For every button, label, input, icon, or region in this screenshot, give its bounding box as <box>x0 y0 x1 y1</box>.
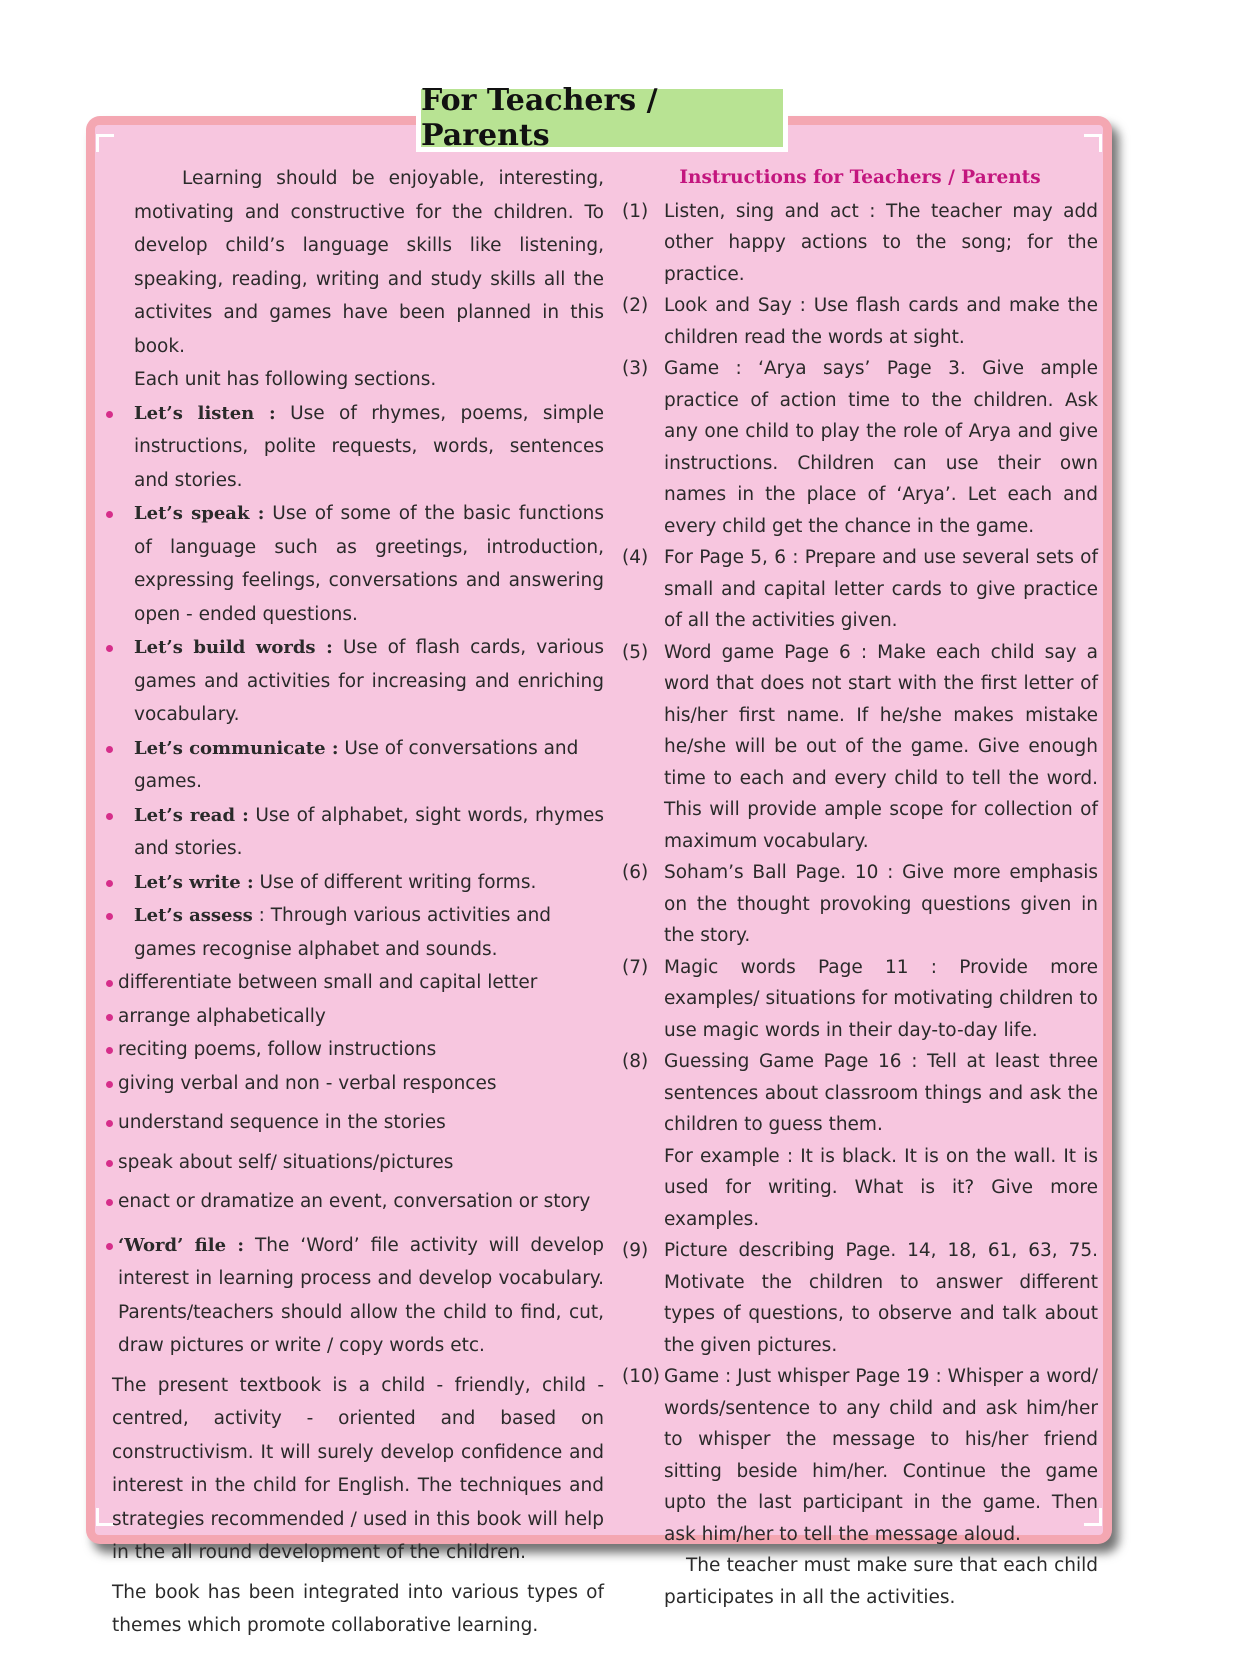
item-number: (7) <box>622 956 649 978</box>
section-label: Let’s speak : <box>134 503 265 524</box>
skill-item: reciting poems, follow instructions <box>104 1033 604 1067</box>
section-write <box>104 866 604 900</box>
item-text: Listen, sing and act : The teacher may add other happy actions to the song; for the practice. <box>664 200 1098 285</box>
section-text: Use of different writing forms. <box>253 871 537 893</box>
section-text: Use of rhymes, poems, simple instructions, polite requests, words, sentences and stories. <box>134 402 604 491</box>
instruction-item <box>622 952 1098 1047</box>
instruction-example <box>622 1141 1098 1236</box>
intro-paragraph: Learning should be enjoyable, interesting, motivating and constructive for the children. To develop child’s language skills like listening, speaking, reading, writing and study skills all the activites and games have been planned in this book. <box>134 168 604 357</box>
themes-paragraph: The book has been integrated into various types of themes which promote collaborative learning. <box>112 1581 604 1636</box>
word-file-note <box>104 1229 604 1363</box>
item-text: Game : ‘Arya says’ Page 3. Give ample practice of action time to the children. Ask any one child to play the role of Arya and give instructions. Children can use their own names in the place of ‘Arya’. Let each and every child get the chance in the game. <box>664 358 1098 537</box>
sections-intro: Each unit has following sections. <box>134 369 437 390</box>
item-number: (3) <box>622 358 649 379</box>
item-text: Soham’s Ball Page. 10 : Give more emphasis on the thought provoking questions given in the story. <box>664 862 1098 946</box>
section-text: Use of alphabet, sight words, rhymes and stories. <box>134 804 604 859</box>
skills-list <box>104 966 604 1219</box>
skill-item: giving verbal and non - verbal responces <box>104 1067 604 1101</box>
section-speak <box>104 497 604 631</box>
word-file-label: ‘Word’ file : <box>118 1234 245 1256</box>
section-label: Let’s read : <box>134 804 249 826</box>
instruction-item <box>622 353 1098 542</box>
section-label: Let’s write : <box>134 871 254 893</box>
item-number: (1) <box>622 200 649 222</box>
instruction-item <box>622 1235 1098 1361</box>
item-text: Word game Page 6 : Make each child say a word that does not start with the first letter of his/her first name. If he/she makes mistake he/she will be out of the game. Give enough time to each and every child to tell the word. This will provide ample scope for collection of maximum vocabulary. <box>664 641 1098 852</box>
instructions-heading: Instructions for Teachers / Parents <box>679 167 1041 188</box>
skill-item: speak about self/ situations/pictures <box>104 1146 604 1180</box>
textbook-paragraph: The present textbook is a child - friendly, child - centred, activity - oriented and based on constructivism. It will surely develop confidence and interest in the child for English. The techniques and strategies recommended / used in this book will help in the all round development of the children. <box>112 1374 604 1563</box>
item-text: Picture describing Page. 14, 18, 61, 63, 75. Motivate the children to answer different types of questions, to observe and talk about the given pictures. <box>664 1240 1098 1356</box>
right-column <box>622 162 1098 1613</box>
item-number: (2) <box>622 295 649 316</box>
section-assess <box>104 899 604 966</box>
section-read <box>104 799 604 866</box>
page-title: For Teachers / Parents <box>421 89 783 147</box>
instruction-item <box>622 196 1098 291</box>
instruction-item <box>622 1046 1098 1141</box>
skill-item: enact or dramatize an event, conversation or story <box>104 1185 604 1219</box>
section-label: Let’s listen : <box>134 402 276 424</box>
instruction-item <box>622 1361 1098 1550</box>
item-number: (10) <box>622 1366 660 1387</box>
item-number: (8) <box>622 1051 649 1072</box>
section-label: Let’s communicate : <box>134 737 339 759</box>
closing-note: The teacher must make sure that each child participates in all the activities. <box>664 1555 1098 1608</box>
instruction-item <box>622 542 1098 637</box>
section-text: Use of flash cards, various games and activities for increasing and enriching vocabulary. <box>134 637 605 725</box>
section-communicate <box>104 732 604 799</box>
item-text: Look and Say : Use flash cards and make the children read the words at sight. <box>664 295 1098 348</box>
section-text: Use of some of the basic functions of language such as greetings, introduction, expressing feelings, conversations and answering open - ended questions. <box>134 503 604 625</box>
skill-item: arrange alphabetically <box>104 1000 604 1034</box>
section-text: : Through various activities and games recognise alphabet and sounds. <box>134 905 552 960</box>
item-number: (6) <box>622 862 649 883</box>
section-listen <box>104 397 604 498</box>
section-build-words <box>104 631 604 732</box>
item-text: Guessing Game Page 16 : Tell at least three sentences about classroom things and ask the children to guess them. <box>664 1051 1098 1135</box>
item-text: For example : It is black. It is on the wall. It is used for writing. What is it? Give more examples. <box>664 1145 1098 1230</box>
item-number: (9) <box>622 1240 649 1261</box>
section-label: Let’s assess <box>134 905 253 926</box>
item-text: For Page 5, 6 : Prepare and use several sets of small and capital letter cards to give practice of all the activities given. <box>664 547 1098 631</box>
word-file-text: The ‘Word’ file activity will develop interest in learning process and develop vocabulary. Parents/teachers should allow the child to find, cut, draw pictures or write / copy words etc. <box>118 1234 604 1356</box>
item-number: (5) <box>622 641 649 663</box>
instruction-item <box>622 857 1098 952</box>
skill-item: differentiate between small and capital letter <box>104 966 604 1000</box>
title-box <box>416 84 788 152</box>
corner-ornament <box>1084 134 1102 152</box>
left-column <box>104 162 604 1643</box>
section-label: Let’s build words : <box>134 637 333 658</box>
item-text: Magic words Page 11 : Provide more examples/ situations for motivating children to use magic words in their day-to-day life. <box>664 956 1098 1041</box>
skill-item: understand sequence in the stories <box>104 1106 604 1140</box>
instruction-item <box>622 637 1098 858</box>
corner-ornament <box>96 134 114 152</box>
section-text: Use of conversations and games. <box>134 737 579 792</box>
item-text: Game : Just whisper Page 19 : Whisper a word/ words/sentence to any child and ask him/her to whisper the message to his/her friend sitting beside him/her. Continue the game upto the last participant in the game. Then ask him/her to tell the message aloud. <box>664 1366 1098 1545</box>
instruction-item <box>622 290 1098 353</box>
item-number: (4) <box>622 547 649 568</box>
